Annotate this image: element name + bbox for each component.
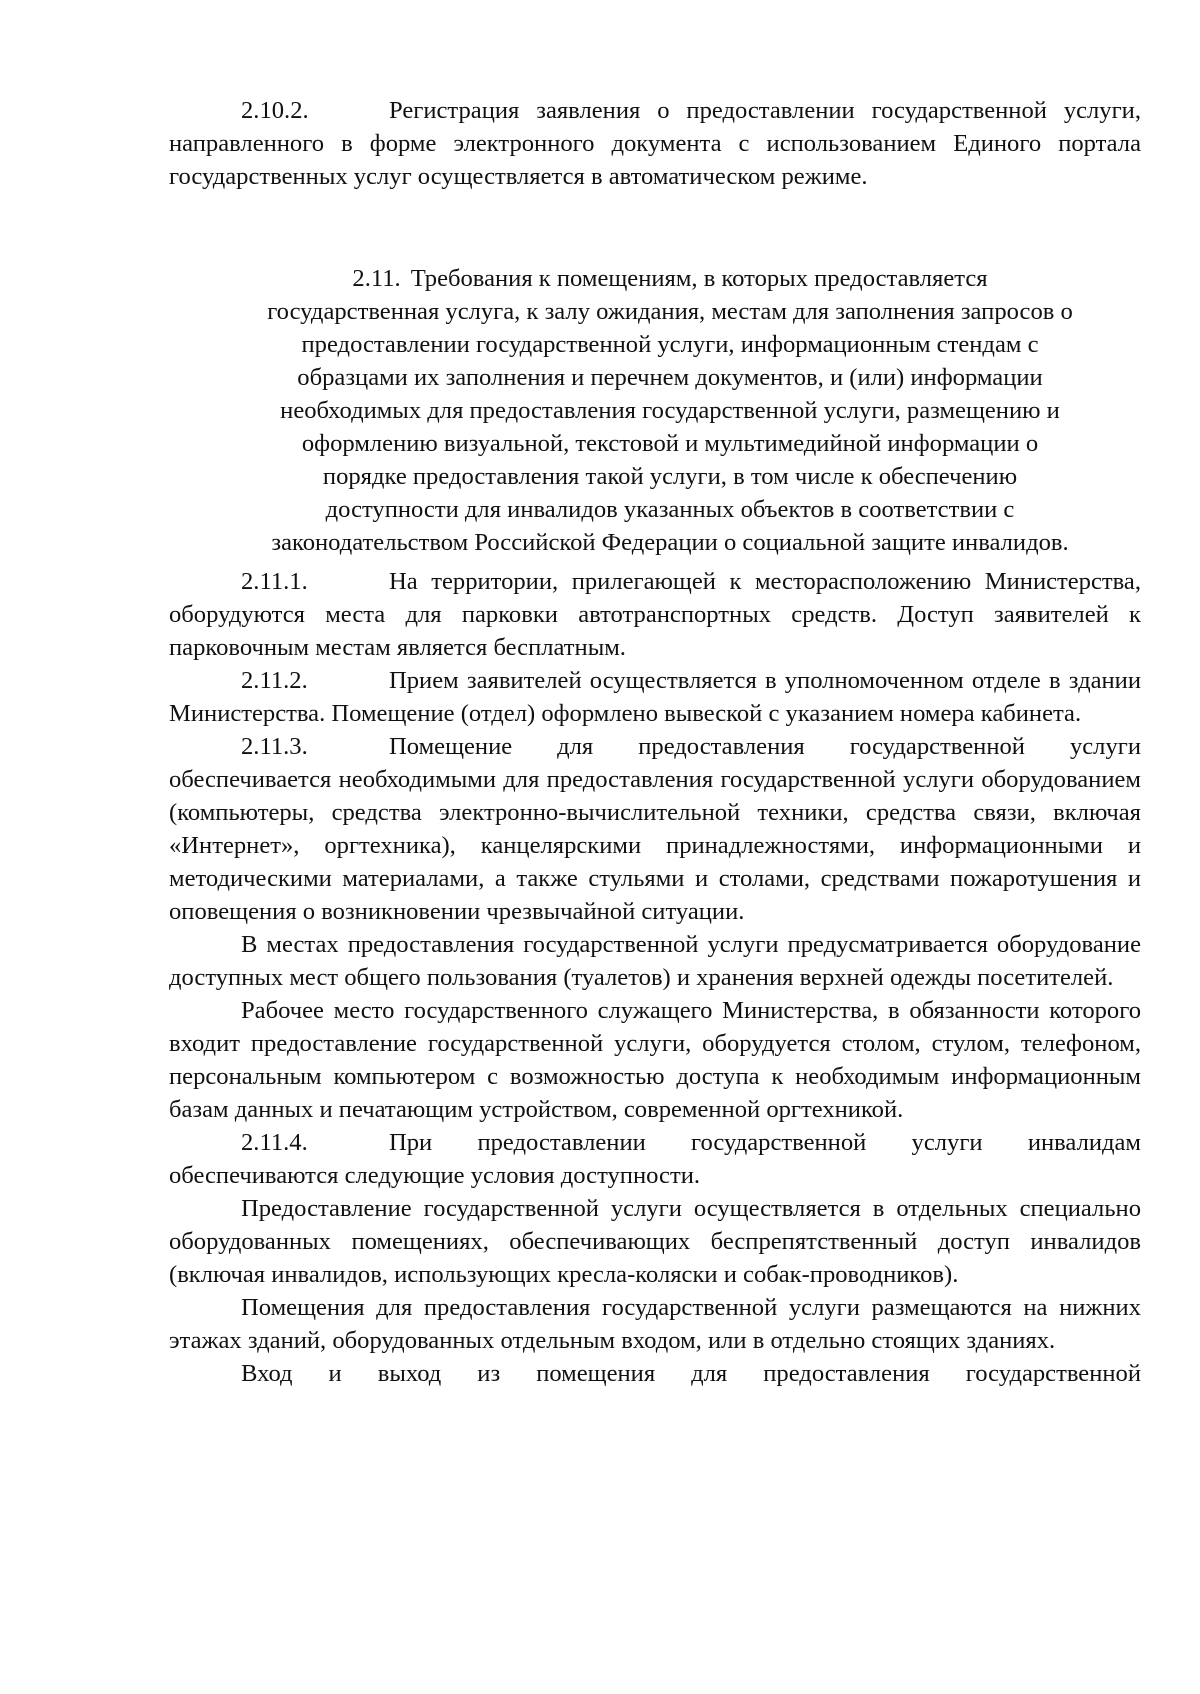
paragraph-workplace: Рабочее место государственного служащего Министерства, в обязанности которого входит предоставление государственной услуги, оборудуется столом, стулом, телефоном, персональным компьютером с возможностью доступа к необходимым информационным базам данных и печатающим устройством, современной оргтехникой. [169,997,1141,1123]
section-2-11-2 [169,664,1141,730]
section-2-10-2 [169,94,1141,193]
section-2-11-heading [160,262,1150,559]
clause-number: 2.11.4. [241,1129,308,1156]
clause-number: 2.11.3. [241,733,308,760]
clause-text: На территории, прилегающей к месторасположению Министерства, оборудуются места для парковки автотранспортных средств. Доступ заявителей к парковочным местам является бесплатным. [169,568,1141,661]
heading-line: образцами их заполнения и перечнем документов, и (или) информации [297,364,1043,391]
paragraph-premises: Предоставление государственной услуги осуществляется в отдельных специально оборудованных помещениях, обеспечивающих беспрепятственный доступ инвалидов (включая инвалидов, использующих кресла-коляски и собак-проводников). [169,1195,1141,1288]
heading-line: порядке предоставления такой услуги, в том числе к обеспечению [322,463,1018,490]
heading-line: Требования к помещениям, в которых предоставляется [410,265,988,292]
heading-line: необходимых для предоставления государственной услуги, размещению и [280,397,1060,424]
section-2-11-4 [169,1126,1141,1192]
clause-number: 2.11.2. [241,667,308,694]
section-2-11-1 [169,565,1141,664]
body-sections [169,565,1141,1390]
clause-number: 2.10.2. [241,97,309,124]
heading-line: предоставлении государственной услуги, информационным стендам с [301,331,1039,358]
clause-text: Прием заявителей осуществляется в уполномоченном отделе в здании Министерства. Помещение (отдел) оформлено вывеской с указанием номера кабинета. [169,667,1141,727]
section-heading [160,262,1150,559]
paragraph-floors: Помещения для предоставления государственной услуги размещаются на нижних этажах зданий, оборудованных отдельным входом, или в отдельно стоящих зданиях. [169,1294,1141,1354]
heading-number: 2.11. [352,265,401,292]
heading-line: законодательством Российской Федерации о социальной защите инвалидов. [271,529,1069,556]
clause-text: При предоставлении государственной услуги инвалидам обеспечиваются следующие условия доступности. [169,1129,1141,1189]
section-2-11-3 [169,730,1141,928]
paragraph-entrance: Вход и выход из помещения для предоставления государственной [241,1360,1141,1387]
heading-line: доступности для инвалидов указанных объектов в соответствии с [325,496,1015,523]
heading-line: оформлению визуальной, текстовой и мультимедийной информации о [301,430,1039,457]
heading-line: государственная услуга, к залу ожидания, местам для заполнения запросов о [267,298,1073,325]
clause-number: 2.11.1. [241,568,308,595]
clause-text: Регистрация заявления о предоставлении государственной услуги, направленного в форме электронного документа с использованием Единого портала государственных услуг осуществляется в автоматическом режиме. [169,97,1141,190]
clause-text: Помещение для предоставления государственной услуги обеспечивается необходимыми для предоставления государственной услуги оборудованием (компьютеры, средства электронно-вычислительной техники, средства связи, включая «Интернет», оргтехника), канцелярскими принадлежностями, информационными и методическими материалами, а также стульями и столами, средствами пожаротушения и оповещения о возникновении чрезвычайной ситуации. [169,733,1141,925]
paragraph-waiting-area: В местах предоставления государственной услуги предусматривается оборудование доступных мест общего пользования (туалетов) и хранения верхней одежды посетителей. [169,931,1141,991]
